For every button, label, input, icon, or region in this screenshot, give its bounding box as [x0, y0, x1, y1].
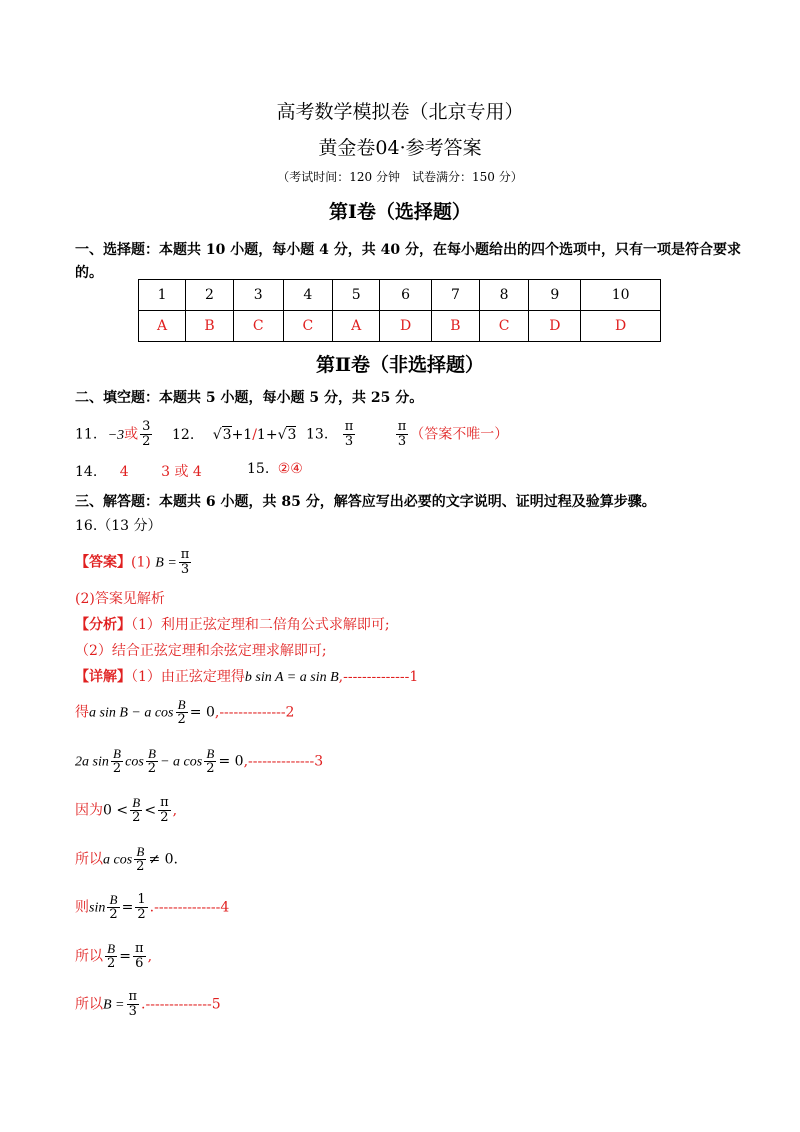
numerator: B: [130, 796, 142, 811]
denominator: 3: [128, 1004, 137, 1019]
step-prefix: 所以: [75, 948, 103, 965]
q15-label: 15.: [247, 461, 270, 477]
answer-line: [75, 548, 193, 577]
step-2: [75, 698, 294, 727]
answer-cell: B: [186, 311, 234, 342]
denominator: 2: [137, 907, 146, 922]
b-equals: B =: [155, 555, 177, 571]
page-title: 高考数学模拟卷（北京专用）: [276, 101, 524, 123]
detail-line1: [75, 666, 418, 686]
pi-over-3: [127, 990, 140, 1019]
denominator: 2: [112, 761, 122, 776]
answer-cell: A: [139, 311, 186, 342]
detail-math1: b sin A = a sin B: [244, 670, 339, 685]
detail-text1: （1）由正弦定理得: [131, 669, 245, 685]
q11-row: [75, 420, 154, 449]
b-over-2: [107, 893, 119, 922]
analysis-text1: （1）利用正弦定理和二倍角公式求解即可;: [131, 617, 390, 633]
q13-fraction-a: [343, 420, 356, 449]
b-over-2: [134, 845, 146, 874]
q13-fraction-b: [396, 420, 409, 449]
b-over-2: [146, 747, 158, 776]
answer-table: [138, 279, 661, 342]
step-3: [75, 747, 323, 776]
step-math: − a cos: [160, 754, 203, 770]
step-math: a cos: [103, 852, 133, 868]
denominator: 2: [177, 712, 186, 727]
q15-answer: ②④: [277, 461, 303, 477]
denominator: 2: [147, 761, 157, 776]
b-over-2: [105, 942, 117, 971]
numerator: B: [107, 893, 119, 908]
numerator: π: [160, 795, 169, 810]
step-prefix: 则: [75, 899, 89, 916]
q13-note: （答案不唯一）: [410, 426, 509, 443]
denominator: 2: [206, 761, 215, 776]
answer-cell: C: [479, 311, 529, 342]
fill-instruction: 二、填空题：本题共 5 小题，每小题 5 分，共 25 分。: [75, 390, 424, 406]
numerator: 3: [142, 419, 151, 434]
table-cell: 10: [581, 280, 661, 311]
sqrt: 3: [287, 427, 297, 443]
numerator: B: [134, 845, 146, 860]
step-prefix: 得: [75, 704, 89, 721]
step-math: B =: [103, 997, 125, 1013]
numerator: π: [128, 989, 138, 1004]
answer-part2: (2)答案见解析: [75, 591, 165, 607]
answer-cell: A: [333, 311, 380, 342]
numerator: B: [146, 747, 158, 762]
choice-instruction-cont: 的。: [75, 265, 103, 281]
table-cell: 9: [529, 280, 581, 311]
step-math: cos: [125, 754, 144, 770]
table-cell: 8: [479, 280, 529, 311]
table-cell: 3: [233, 280, 283, 311]
step-prefix: 因为: [75, 802, 103, 819]
step-mark-3: ,--------------3: [243, 753, 324, 770]
q16-label: 16.（13 分）: [75, 518, 162, 534]
step-7: [75, 942, 152, 971]
step-6: [75, 893, 229, 922]
q11-answer-a: −3: [107, 427, 125, 443]
q14-answer-a: 4: [119, 464, 129, 480]
answer-table-numbers-row: [139, 280, 661, 311]
step-equals: = 0: [218, 753, 244, 770]
numerator: π: [397, 419, 407, 434]
table-cell: 6: [380, 280, 432, 311]
q13-label: 13.: [306, 426, 329, 443]
step-end: ,: [147, 948, 153, 965]
answer-part1-label: (1): [131, 554, 151, 571]
sqrt: 3: [222, 427, 232, 443]
answer-cell: D: [380, 311, 432, 342]
step-mark-5: .--------------5: [141, 996, 221, 1013]
answer-cell: C: [283, 311, 333, 342]
table-cell: 4: [283, 280, 333, 311]
numerator: π: [135, 941, 144, 956]
q12-answer: √3+1/1+√3: [212, 427, 297, 443]
denominator: 3: [180, 562, 190, 577]
part1-heading: 第Ⅰ卷（选择题）: [329, 201, 471, 223]
numerator: B: [111, 747, 123, 762]
step-mark-2: ,--------------2: [214, 704, 295, 721]
q14-answer-b: 3 或 4: [161, 464, 202, 480]
q11-fraction: [140, 420, 152, 449]
denominator: 2: [107, 956, 116, 971]
denominator: 6: [135, 956, 144, 971]
step-equals: =: [121, 899, 134, 916]
solve-instruction: 三、解答题：本题共 6 小题，共 85 分，解答应写出必要的文字说明、证明过程及验算步骤。: [75, 494, 656, 510]
step-equals: = 0: [189, 704, 215, 721]
step-equals: =: [119, 948, 132, 965]
step-5: [75, 845, 178, 874]
choice-instruction: 一、选择题：本题共 10 小题，每小题 4 分，共 40 分，在每小题给出的四个选项中，只有一项是符合要求: [75, 242, 741, 258]
q12-label: 12.: [172, 427, 195, 443]
step-mark-4: .--------------4: [149, 899, 230, 916]
answer-cell: B: [432, 311, 480, 342]
step-end: ≠ 0.: [148, 851, 178, 868]
detail-tag: 【详解】: [75, 669, 131, 685]
answer-cell: D: [529, 311, 581, 342]
step-4: [75, 796, 177, 825]
answer-table-answers-row: [139, 311, 661, 342]
step-prefix: 所以: [75, 996, 103, 1013]
q15-row: [247, 461, 303, 477]
one-over-2: [135, 893, 147, 922]
plus-one: +1: [231, 427, 253, 443]
numerator: π: [344, 419, 354, 434]
part2-heading: 第Ⅱ卷（非选择题）: [315, 354, 484, 376]
numerator: B: [204, 747, 216, 762]
numerator: B: [105, 942, 117, 957]
table-cell: 5: [333, 280, 380, 311]
pi-over-3: [179, 548, 192, 577]
step-math: <: [144, 802, 157, 819]
analysis-line2: （2）结合正弦定理和余弦定理求解即可;: [75, 643, 327, 659]
numerator: π: [180, 547, 190, 562]
step-math: sin: [89, 900, 106, 916]
step-math: 2a sin: [75, 754, 109, 770]
step-end: ,: [172, 802, 178, 819]
table-cell: 2: [186, 280, 234, 311]
pi-over-2: [158, 796, 171, 825]
table-cell: 7: [432, 280, 480, 311]
q11-label: 11.: [75, 426, 98, 443]
analysis-line1: [75, 614, 390, 634]
denominator: 2: [160, 810, 169, 825]
answer-cell: D: [581, 311, 661, 342]
denominator: 2: [136, 859, 145, 874]
denominator: 3: [397, 434, 407, 449]
analysis-tag: 【分析】: [75, 617, 131, 633]
b-over-2: [111, 747, 123, 776]
step-math: 0 <: [103, 802, 129, 819]
step-8: [75, 990, 221, 1019]
b-over-2: [176, 698, 188, 727]
q11-or: 或: [124, 426, 139, 443]
table-cell: 1: [139, 280, 186, 311]
answer-tag: 【答案】: [75, 554, 131, 571]
step-prefix: 所以: [75, 851, 103, 868]
q14-label: 14.: [75, 464, 98, 480]
q12-row: [172, 427, 296, 443]
answer-cell: C: [233, 311, 283, 342]
denominator: 3: [344, 434, 354, 449]
one-plus: 1+: [256, 427, 278, 443]
q12-separator: /: [252, 427, 257, 443]
page-subtitle: 黄金卷04·参考答案: [318, 137, 482, 159]
numerator: B: [176, 698, 188, 713]
step-math: a sin B − a cos: [89, 705, 174, 721]
b-over-2: [204, 747, 216, 776]
b-over-2: [130, 796, 142, 825]
denominator: 2: [109, 907, 118, 922]
step-mark-1: ,--------------1: [338, 669, 419, 685]
numerator: 1: [137, 892, 146, 907]
exam-info: （考试时间：120 分钟 试卷满分：150 分）: [277, 170, 523, 184]
denominator: 2: [142, 434, 151, 449]
q13-row: [306, 420, 508, 449]
pi-over-6: [133, 942, 146, 971]
denominator: 2: [132, 810, 141, 825]
q14-row: [75, 461, 202, 481]
